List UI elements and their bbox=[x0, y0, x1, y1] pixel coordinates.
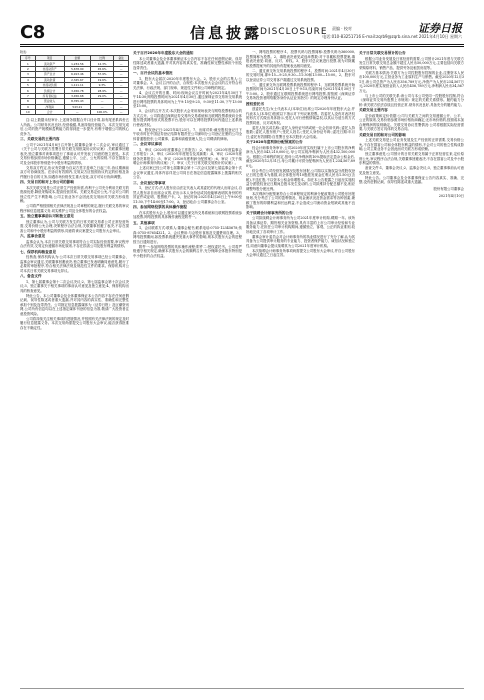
section-heading: 二、会议审议事项 bbox=[133, 142, 162, 146]
masthead bbox=[0, 0, 484, 46]
paragraph: 1、会议联系方式:联系人:董事会秘书;联系电话:0755-12345678;传真:0755-87654321。2、会议费用:与会股东食宿及交通费用自理。3、网络投票期间,如投票系统遇突发重大事件的影响,则本次股东大会的进程按当日通知进行。 bbox=[133, 226, 242, 244]
section-heading: 授权委托书 bbox=[246, 101, 264, 106]
table-cell: 9 bbox=[21, 104, 36, 109]
paragraph: 一、网络投票的程序:1、投票代码与投票简称:投票代码为360000,投票简称为投票。2、填报表决意见或选举票数:对于非累积投票提案,填报表决意见:同意、反对、弃权。3、股东对总议案进行投票,视为对除累积投票提案外的其他所有提案表达相同意见。 bbox=[246, 50, 355, 68]
paragraph: 经会计师事务所审计,公司2020年度实现归属于上市公司股东的净利润为人民币543,210,000元,母公司实现净利润为人民币432,100,000元。根据公司章程的规定,按母公司净利润的10%提取法定盈余公积金后,截至2020年12月31日,母公司累计可供分配利润为人民币1,234,567,890元。 bbox=[246, 145, 355, 168]
table-cell: 6,913.46 bbox=[64, 72, 90, 77]
section-heading: 三、会议登记等事项 bbox=[133, 180, 166, 185]
column-2-text bbox=[133, 51, 242, 258]
paragraph: 定价政策和定价依据:公司与关联方之间的交易遵循公开、公平、公正的原则,交易价格参照市场价格协商确定;无市场价格的,按照成本加合理利润的原则确定。关联交易协议签署情况:公司将根据实际经营需要,与关联方签订具体的交易合同。 bbox=[359, 113, 464, 131]
footer-rule bbox=[20, 688, 464, 689]
paragraph: 监事会认为,本次日常关联交易事项符合公司实际经营需要,审议程序合法有效,交易定价遵循市场化原则,不存在损害公司及股东利益的情形。 bbox=[20, 239, 129, 249]
paragraph: 公司于2021年4月8日召开第七届董事会第十二次会议,审议通过了《关于公司与关联方签署日常关联交易框架协议的议案》,关联董事回避表决,独立董事对该事项进行了事前认可并发表了同意的独立意见。本次交易价格参照市场价格确定,遵循公平、公正、公允的原则,不存在损害公司及全体股东特别是中小股东利益的情形。 bbox=[20, 142, 129, 165]
financial-table bbox=[20, 55, 129, 115]
table-cell: 非流动资产 bbox=[35, 66, 64, 71]
table-cell: 3,456.78 bbox=[64, 88, 90, 93]
table-cell: 流动资产 bbox=[35, 61, 64, 66]
paragraph: 5、会议的召开方式:本次股东大会采用现场表决与网络投票相结合的方式召开。公司将通过深圳证券交易所交易系统和互联网投票系统向全体股东提供网络形式的投票平台,股东可以在网络投票时间内通过上述系统行使表决权。 bbox=[133, 109, 242, 127]
table-cell: 543.21 bbox=[64, 104, 90, 109]
paragraph: 6、股权登记日:2021年4月23日。7、出席对象:截至股权登记日下午收市时在中国证券登记结算有限责任公司深圳分公司登记在册的公司全体普通股股东;公司董事、监事和高级管理人员;公司聘请的律师。 bbox=[133, 127, 242, 141]
table-cell: 8 bbox=[21, 99, 36, 104]
table-cell: 7 bbox=[21, 93, 36, 98]
paragraph: 兹委托先生/女士代表本人(本单位)出席公司2020年年度股东大会,并代表本人(本单位)依照以下指示对下列议案投票。若委托人没有对表决权的形式方式做出具体指示,受托人可行使酌情裁量权,以其认为适当的方式投票同意、反对或弃权。 bbox=[246, 107, 355, 125]
table-cell: — bbox=[114, 93, 129, 98]
table-header-cell: 备注 bbox=[114, 56, 129, 61]
column-4-text bbox=[359, 51, 464, 199]
paragraph: 经核查,保荐机构认为:公司本次日常关联交易事项已经公司董事会、监事会审议通过,关联董事回避表决,独立董事已发表明确同意意见,履行了必要的审批程序,符合相关法律法规及规范性文件的要求。保荐机构对公司本次日常关联交易事项无异议。 bbox=[20, 255, 129, 273]
table-cell: 4 bbox=[21, 77, 36, 82]
section-heading: 关于召开2020年年度股东大会的通知 bbox=[133, 51, 194, 55]
table-cell: — bbox=[114, 72, 129, 77]
column-1-text bbox=[20, 118, 129, 330]
paragraph: 三、通过深交所互联网投票系统投票的程序:1、互联网投票系统开始投票的时间为2021年4月30日上午9:15,结束时间为2021年4月30日下午3:00。2、股东通过互联网投票系统进行网络投票,需按照《深圳证券交易所投资者网络服务身份认证业务指引》的规定办理身份认证。 bbox=[246, 82, 355, 100]
section-heading: 一、召开会议的基本情况 bbox=[133, 71, 173, 75]
table-cell: — bbox=[91, 99, 114, 104]
table-cell: 3,456.68 bbox=[64, 93, 90, 98]
paragraph: 特此公告。本公司董事会及全体董事保证本公告内容不存在任何虚假记载、误导性陈述或者重大遗漏,并对其内容的真实性、准确性和完整性承担个别及连带责任。公司指定信息披露媒体为《证券日报》及巨潮资讯网,公司所有信息均以在上述指定媒体刊登的信息为准,敬请广大投资者注意投资风险。 bbox=[20, 293, 129, 316]
paragraph: 根据公司业务发展及日常经营的需要,公司预计2021年度与关联方发生日常关联交易总金额不超过人民币50,000万元,主要包括向关联方采购原材料、销售产品、提供劳务及租赁房屋等。 bbox=[359, 56, 464, 70]
paragraph: 本次利润分配预案符合公司章程规定的利润分配政策及公司股东回报规划,充分考虑了公司的盈利情况、现金流状况及资金需求等各种因素,兼顾了股东的即期利益和长远利益,不会造成公司流动资金短缺或其他不良影响。 bbox=[246, 191, 355, 209]
table-cell: 所有者权益 bbox=[35, 93, 64, 98]
section-heading: 五、其他事项 bbox=[133, 220, 155, 225]
section-heading: 八、备查文件 bbox=[20, 274, 42, 279]
table-title: 附表: bbox=[20, 50, 28, 54]
table-cell: 100.0% bbox=[91, 109, 114, 114]
contact-date-line: 电话:010-83251716 E-mail:zqrb9@zqrb.sina.net 2021年4月10日 星期六 bbox=[322, 34, 462, 39]
paragraph: 本公司董事会及全体董事保证本公告内容不存在任何虚假记载、误导性陈述或者重大遗漏,并对其内容的真实性、准确性和完整性承担个别及连带责任。 bbox=[133, 56, 242, 70]
section-heading: 关联交易主要内容 bbox=[359, 108, 388, 112]
column-4 bbox=[359, 50, 464, 686]
table-cell: 45.6% bbox=[91, 66, 114, 71]
table-cell: 5,678.90 bbox=[64, 66, 90, 71]
table-cell: 流动负债 bbox=[35, 77, 64, 82]
table-cell: 12.3% bbox=[91, 61, 114, 66]
table-cell: 28.9% bbox=[91, 88, 114, 93]
table-header-cell: 序号 bbox=[21, 56, 36, 61]
table-cell: 6 bbox=[21, 88, 36, 93]
paragraph: 委托人姓名或名称:;委托人身份证号码或统一社会信用代码:;委托人持股数:;委托人股东账户:;受托人姓名:;受托人身份证号码:;委托日期:年月日;委托有效期限:自签署日至本次股东大会结束。 bbox=[246, 125, 355, 139]
paragraph: 上述议案已经公司第七届董事会第十二次会议及第七届监事会第十次会议审议通过,具体内容详见公司同日在指定信息披露媒体上披露的相关公告。 bbox=[133, 166, 242, 179]
table-cell: 净利润 bbox=[35, 104, 64, 109]
paragraph: 公司拟续聘会计师事务所为公司2021年度审计机构,聘期一年。该所具备从事证券、期货相关业务资格,具有丰富的上市公司审计经验和专业服务能力,在担任公司审计机构期间,遵循独立、客观、公正的执业准则,较好地完成了各项审计工作。 bbox=[246, 216, 355, 234]
table-cell: — bbox=[64, 109, 90, 114]
table-cell: — bbox=[114, 77, 129, 82]
column-2 bbox=[133, 50, 242, 686]
section-heading: 三、关联交易的主要内容 bbox=[20, 137, 60, 142]
table-cell: — bbox=[114, 88, 129, 93]
paragraph: 备查文件:1、董事会决议;2、监事会决议;3、独立董事事前认可意见及独立意见。 bbox=[359, 166, 464, 175]
paragraph: 1、第七届董事会第十二次会议决议;2、第七届监事会第十次会议决议;3、独立董事关于相关事项的事前认可意见及独立意见;4、保荐机构出具的核查意见。 bbox=[20, 279, 129, 293]
section-heading: 四、交易目的和对上市公司的影响 bbox=[20, 180, 74, 185]
table-cell: — bbox=[91, 104, 114, 109]
paragraph: 独立董事意见:公司预计的日常关联交易属于正常经营往来,定价原则公允,审议程序合法合规,关联董事回避表决,不存在损害公司及中小股东利益的情形。 bbox=[359, 152, 464, 165]
page-number: C8 bbox=[20, 22, 45, 43]
table-cell: 合计 bbox=[35, 109, 64, 114]
paragraph: 关联方基本情况:关联方为公司控股股东控制的企业,注册资本人民币100,000万元,主营业务为工业原料生产与销售。截至2020年12月31日,该公司总资产为人民币356,789万元,净资产为人民币234,567万元,2020年度实现营业收入人民币456,789万元,净利润人民币34,567万元。 bbox=[359, 70, 464, 93]
paragraph: 本次关联交易是公司正常生产经营所需,有利于公司充分利用关联方的资源优势,降低采购成本,提高经营效率。关联交易定价公允,不会对公司的独立性产生不利影响,公司主营业务不会因此类交易而对关联方形成依赖。 bbox=[20, 185, 129, 204]
table-row bbox=[21, 109, 129, 114]
paragraph: 独立董事认为,公司与关联方发生的日常关联交易系公司正常经营所需,交易价格公允合理,决策程序合法合规,关联董事回避了表决,不存在损害公司和中小股东利益的情形,同意将该议案提交公司股东大会审议。 bbox=[20, 219, 129, 233]
section-heading: 关于续聘会计师事务所的公告 bbox=[246, 210, 293, 215]
paragraph: 公司将持续关注相关事项的进展情况,并按照有关法律法规的规定及时履行信息披露义务。本次交易尚需提交公司股东大会审议,能否获得批准存在不确定性。 bbox=[20, 316, 129, 330]
column-3 bbox=[246, 50, 355, 686]
table-header-cell: 比例 bbox=[91, 56, 114, 61]
table-cell: 1 bbox=[21, 61, 36, 66]
paragraph: 本次续聘会计师事务所事项尚需提交公司股东大会审议,并自公司股东大会审议通过之日起生效。 bbox=[246, 248, 355, 257]
paragraph: 在本次股东大会上,股东可以通过深交所交易系统和互联网投票系统参加投票,网络投票的具体操作流程见附件一。 bbox=[133, 210, 242, 219]
table-header-cell: 项目 bbox=[35, 56, 64, 61]
table-cell: — bbox=[114, 66, 129, 71]
table-cell: 1,111.11 bbox=[64, 82, 90, 87]
paragraph: 1、登记方式:法人股东应由法定代表人或其委托的代理人出席会议,自然人股东亲自出席会议的,应出示本人身份证或其他能够表明其身份的有效证件或证明、股票账户卡。2、登记时间:2021年4月26日上午9:00至11:30,下午14:00至17:00。3、登记地点:公司董事会办公室。 bbox=[133, 186, 242, 204]
paragraph: 与上市公司的关联关系:该公司与本公司受同一控股股东控制,符合《深圳证券交易所股票上市规则》规定的关联关系情形。履约能力分析:该关联方依法存续且经营正常,财务状况良好,具备充分的履约能力。 bbox=[359, 93, 464, 107]
table-cell: 营业收入 bbox=[35, 99, 64, 104]
table-cell: 57.9% bbox=[91, 72, 114, 77]
table-body bbox=[21, 61, 129, 115]
table-cell: 2 bbox=[21, 66, 36, 71]
table-cell: 3 bbox=[21, 72, 36, 77]
table-cell: 9.3% bbox=[91, 82, 114, 87]
table-cell: 29.0% bbox=[91, 93, 114, 98]
column-1 bbox=[20, 50, 129, 686]
paragraph: 1、审议《2020年度董事会工作报告》;2、审议《2020年度监事会工作报告》;3、审议《2020年年度报告及其摘要》;4、审议《2020年度财务决算报告》;5、审议《2020年度利润分配预案》;6、审议《关于续聘会计师事务所的议案》;7、审议《关于日常关联交易预计的议案》。 bbox=[133, 147, 242, 165]
paragraph: 4、会议召开的日期、时间:现场会议召开时间为2021年4月30日下午14:30;网络投票时间为2021年4月30日,通过深圳证券交易所交易系统进行网络投票的具体时间为上午9:15至9:25、9:30至11:30,下午13:00至15:00。 bbox=[133, 90, 242, 108]
table-cell: 5 bbox=[21, 82, 36, 87]
paragraph: 交易双方约定,协议有效期为自双方签字盖章之日起三年,协议期满前双方可协商续签。在协议有效期内,交易双方应按照协议约定的价格及条件履行各自的义务,如遇市场价格发生重大变化,双方可另行协商调整。 bbox=[20, 165, 129, 179]
column-3-text bbox=[246, 50, 355, 258]
table-cell: — bbox=[114, 61, 129, 66]
table-cell: 10 bbox=[21, 109, 36, 114]
table-cell: 19.6% bbox=[91, 77, 114, 82]
paragraph: 附件一:参加网络投票的具体操作流程;附件二:授权委托书。公司将严格遵守相关规定,确保本次股东大会的顺利召开,充分保障全体股东特别是中小股东的合法权益。 bbox=[133, 244, 242, 258]
masthead-rule bbox=[20, 44, 464, 45]
table-cell: 8,765.43 bbox=[64, 99, 90, 104]
section-title: 信息披露 bbox=[190, 24, 263, 42]
masthead-rule-thin bbox=[20, 46, 464, 47]
signature-line: 股份有限公司董事会 bbox=[433, 186, 464, 191]
editor-line: 责编 · 校对 bbox=[332, 26, 352, 31]
paragraph: 特此公告。公司董事会及全体董事保证公告内容真实、准确、完整,没有虚假记载、误导性陈述或重大遗漏。 bbox=[359, 175, 464, 184]
table-cell: — bbox=[114, 109, 129, 114]
table-cell: — bbox=[114, 104, 129, 109]
signature-line: 2021年4月10日 bbox=[438, 194, 464, 199]
section-heading: 六、监事会意见 bbox=[20, 234, 46, 239]
paragraph: 综合考虑公司经营发展情况及股东回报,公司拟以实施权益分派股权登记日的总股本为基数,向全体股东每10股派发现金红利人民币1.50元(含税),不送红股,不以资本公积金转增股本。如在本公告披露之日起至实施权益分派股权登记日期间总股本发生变动的,公司拟维持分配总额不变,相应调整每股分配比例。 bbox=[246, 168, 355, 191]
table-cell: 负债合计 bbox=[35, 88, 64, 93]
table-header-cell: 金额 bbox=[64, 56, 90, 61]
paragraph: 二、通过深交所交易系统投票的程序:1、投票时间:2021年4月30日的交易时间,即9:15—9:25,9:30—11:30和13:00—15:00。2、股东可以登录证券公司交易客户端通过交易系统投票。 bbox=[246, 68, 355, 82]
section-heading: 四、参加网络投票的具体操作流程 bbox=[133, 205, 187, 209]
paragraph: 注:以上数据未经审计,上述财务数据合并口径计算,如有尾差系四舍五入所致。公司财务状况良好,经营稳健,具备持续经营能力。本次交易完成后,公司的资产规模和盈利能力将得到进一步提升,有利于增强公司的核心竞争力。 bbox=[20, 118, 129, 136]
section-heading: 七、保荐机构核查意见 bbox=[20, 249, 56, 254]
section-title-english: DISCLOSURE bbox=[260, 27, 328, 37]
paragraph: 1、股东大会届次:2020年年度股东大会。2、股东大会的召集人:公司董事会。3、会议召开的合法、合规性:本次股东大会会议的召开符合有关法律、行政法规、部门规章、规范性文件和公司章程的规定。 bbox=[133, 76, 242, 90]
table-cell: — bbox=[114, 99, 129, 104]
table-cell: 资产总计 bbox=[35, 72, 64, 77]
paragraph: 公司将严格按照相关法律法规及公司章程的规定,履行关联交易的审议程序和信息披露义务,切实维护公司及全体股东的合法权益。 bbox=[20, 204, 129, 213]
section-heading: 关于日常关联交易预计的公告 bbox=[359, 51, 406, 55]
table-cell: 2,345.67 bbox=[64, 77, 90, 82]
paragraph: 董事会审计委员会对会计师事务所的执业情况进行了充分了解,认为其具备为公司提供审计服务的专业能力、投资者保护能力、诚信状况和独立性,同意向董事会提议续聘其为公司2021年度审计机构。 bbox=[246, 234, 355, 248]
section-heading: 关联交易目的和对公司的影响 bbox=[359, 132, 406, 137]
newspaper-logo: 证券日报 bbox=[418, 22, 462, 35]
paragraph: 上述关联交易是公司业务发展及生产经营的正常需要,交易价格公允,不存在损害公司和全体股东利益的情形,不会对公司的独立性构成影响,公司主要业务不会因此而对关联方形成依赖。 bbox=[359, 138, 464, 151]
table-cell: 非流动负债 bbox=[35, 82, 64, 87]
section-heading: 五、独立董事事前认可和独立意见 bbox=[20, 214, 74, 219]
table-cell: 1,234.56 bbox=[64, 61, 90, 66]
table-cell: — bbox=[114, 82, 129, 87]
section-heading: 关于2020年度利润分配预案的公告 bbox=[246, 140, 303, 144]
